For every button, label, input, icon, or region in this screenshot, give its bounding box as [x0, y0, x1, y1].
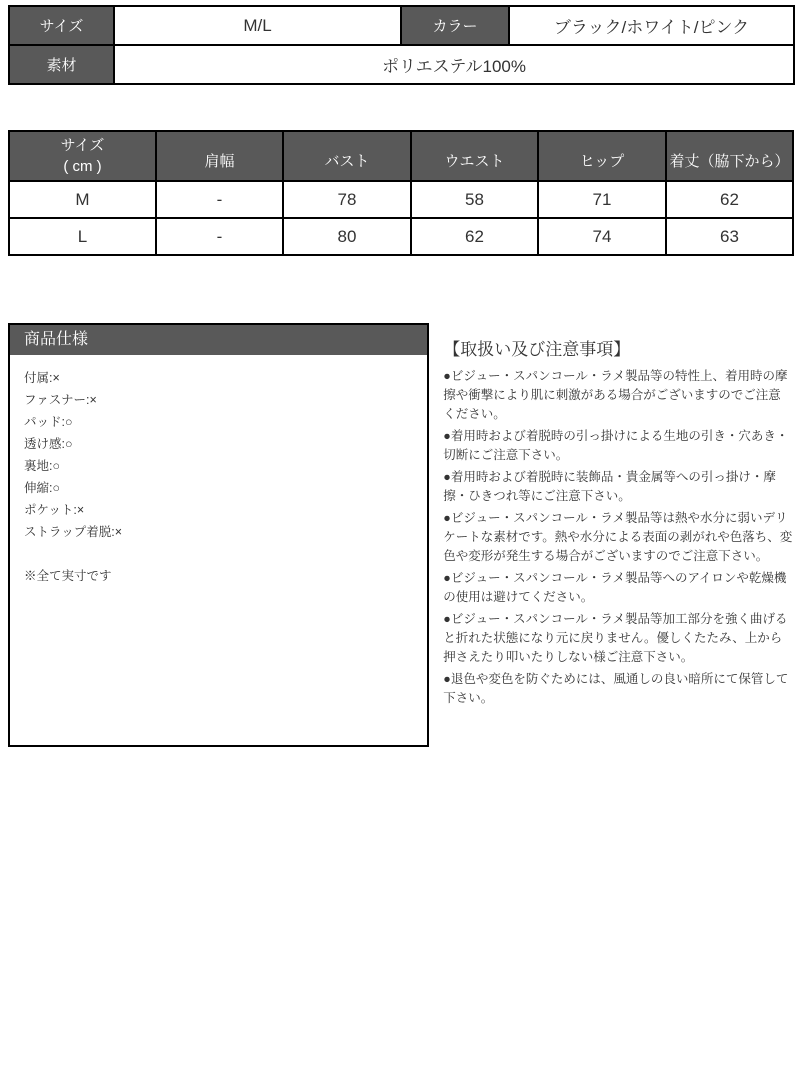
bust-header-cell: バスト — [283, 131, 411, 181]
spec-item-strap: ストラップ着脱:× — [24, 525, 123, 539]
handling-note-heat-moisture: ●ビジュー・スパンコール・ラメ製品等は熱や水分に弱いデリケートな素材です。熱や水分による表面の剥がれや色落ち、変色や変形が発生する場合がございますのでご注意下さい。 — [443, 511, 793, 563]
size-cm-header-cell — [9, 131, 156, 181]
row-l-shoulder-cell: - — [156, 218, 283, 255]
row-l-bust-cell: 80 — [283, 218, 411, 255]
spec-item-pad: パッド:○ — [24, 415, 73, 429]
row-l-length-cell: 63 — [666, 218, 793, 255]
handling-note-bending: ●ビジュー・スパンコール・ラメ製品等加工部分を強く曲げると折れた状態になり元に戻りません。優しくたたみ、上から押さえたり叩いたりしない様ご注意下さい。 — [443, 612, 788, 664]
spec-box-body — [10, 355, 427, 587]
row-m-size-cell: M — [9, 181, 156, 218]
spec-item-lining: 裏地:○ — [24, 459, 61, 473]
length-header-cell: 着丈（脇下から） — [666, 131, 793, 181]
material-value-cell: ポリエステル100% — [114, 45, 794, 84]
product-info-table — [8, 5, 795, 85]
size-chart-row-m — [9, 181, 793, 218]
bottom-section — [8, 323, 793, 747]
color-value-cell: ブラック/ホワイト/ピンク — [509, 6, 794, 45]
size-chart-header-row — [9, 131, 793, 181]
handling-notes-title: 【取扱い及び注意事項】 — [443, 340, 631, 359]
row-l-size-cell: L — [9, 218, 156, 255]
size-chart-table — [8, 130, 794, 256]
product-spec-box — [8, 323, 429, 747]
size-chart-row-l — [9, 218, 793, 255]
row-l-waist-cell: 62 — [411, 218, 538, 255]
spec-item-pocket: ポケット:× — [24, 503, 85, 517]
size-value-cell: M/L — [114, 6, 401, 45]
spec-item-sheerness: 透け感:○ — [24, 437, 73, 451]
spec-item-stretch: 伸縮:○ — [24, 481, 61, 495]
row-m-shoulder-cell: - — [156, 181, 283, 218]
row-m-bust-cell: 78 — [283, 181, 411, 218]
handling-note-friction: ●ビジュー・スパンコール・ラメ製品等の特性上、着用時の摩擦や衝撃により肌に刺激がある場合がございますのでご注意ください。 — [443, 369, 788, 421]
handling-notes — [443, 323, 793, 711]
info-row-size-color — [9, 6, 794, 45]
size-header-line2: ( cm ) — [63, 158, 102, 175]
row-m-length-cell: 62 — [666, 181, 793, 218]
spec-item-accessory: 付属:× — [24, 371, 60, 385]
hip-header-cell: ヒップ — [538, 131, 666, 181]
info-row-material — [9, 45, 794, 84]
spec-item-fastener: ファスナー:× — [24, 393, 97, 407]
spec-measurement-note: ※全て実寸です — [24, 569, 112, 583]
row-m-hip-cell: 71 — [538, 181, 666, 218]
shoulder-width-header-cell: 肩幅 — [156, 131, 283, 181]
handling-note-iron-dryer: ●ビジュー・スパンコール・ラメ製品等へのアイロンや乾燥機の使用は避けてください。 — [443, 571, 787, 604]
handling-note-snag: ●着用時および着脱時の引っ掛けによる生地の引き・穴あき・切断にご注意下さい。 — [443, 429, 789, 462]
handling-note-storage: ●退色や変色を防ぐためには、風通しの良い暗所にて保管して下さい。 — [443, 672, 789, 705]
size-label-cell: サイズ — [9, 6, 114, 45]
row-l-hip-cell: 74 — [538, 218, 666, 255]
size-header-line1: サイズ — [60, 137, 105, 154]
color-label-cell: カラー — [401, 6, 509, 45]
row-m-waist-cell: 58 — [411, 181, 538, 218]
spec-box-title: 商品仕様 — [10, 325, 427, 355]
handling-note-jewelry: ●着用時および着脱時に装飾品・貴金属等への引っ掛け・摩擦・ひきつれ等にご注意下さい。 — [443, 470, 776, 503]
material-label-cell: 素材 — [9, 45, 114, 84]
waist-header-cell: ウエスト — [411, 131, 538, 181]
